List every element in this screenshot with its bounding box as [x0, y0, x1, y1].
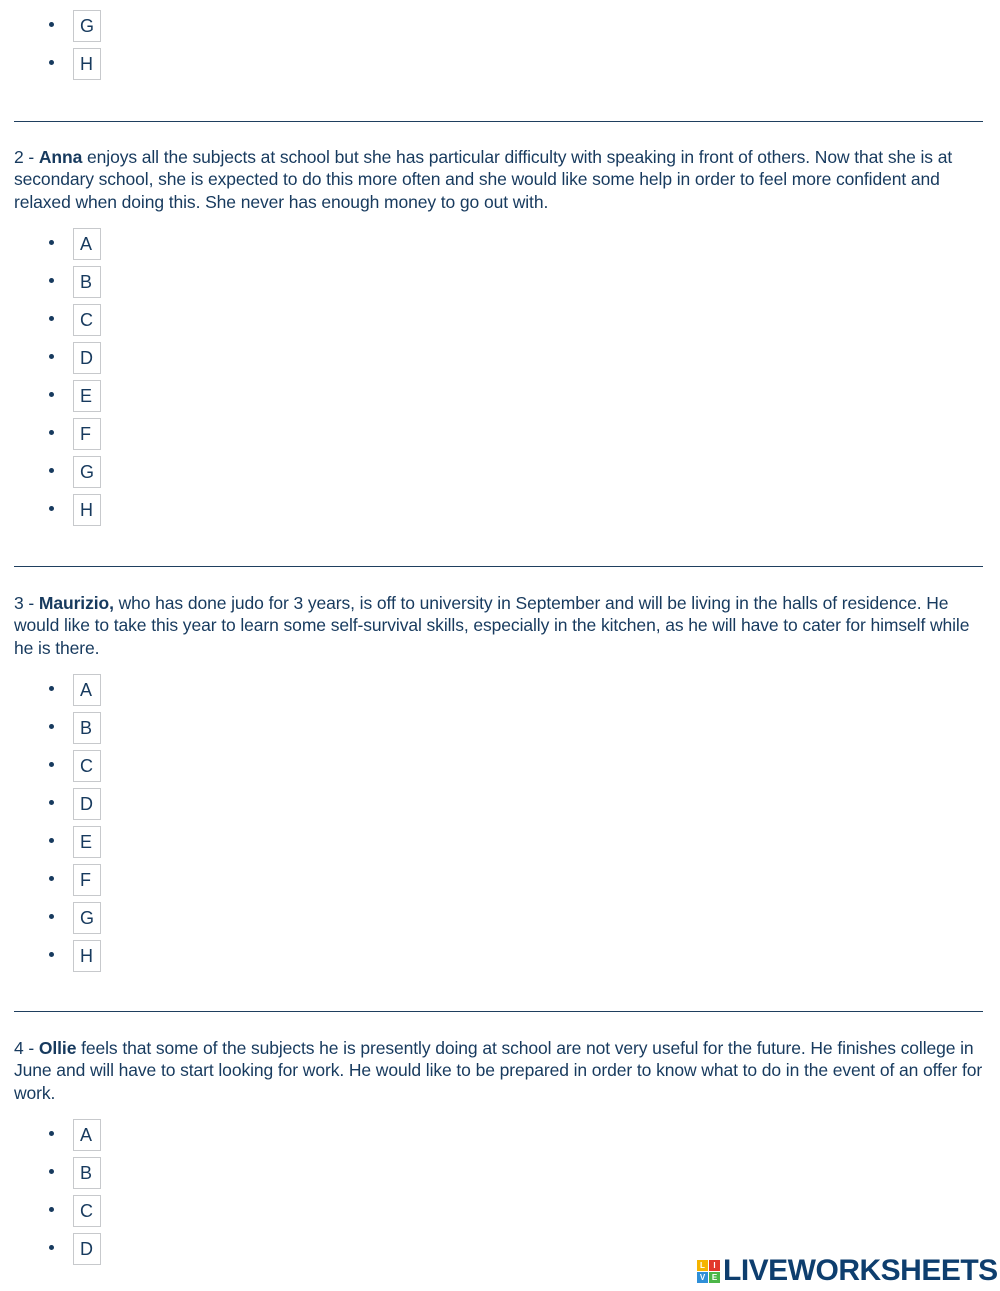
question-number: 2 - [14, 147, 35, 167]
option-box-d[interactable]: D [73, 342, 101, 374]
option-box-h[interactable]: H [73, 48, 101, 80]
list-item [0, 44, 120, 82]
logo-cell: I [709, 1260, 720, 1271]
list-item [0, 670, 120, 708]
option-box-f[interactable]: F [73, 864, 101, 896]
bullet [49, 800, 54, 805]
question-4 [14, 1037, 984, 1104]
option-box-a[interactable]: A [73, 1119, 101, 1151]
divider [14, 121, 983, 122]
option-box-f[interactable]: F [73, 418, 101, 450]
bullet [49, 468, 54, 473]
bullet [49, 914, 54, 919]
question-name: Maurizio, [38, 593, 114, 613]
list-item [0, 262, 120, 300]
list-item [0, 898, 120, 936]
question-2 [14, 146, 984, 213]
bullet [49, 724, 54, 729]
list-item [0, 1153, 120, 1191]
bullet [49, 430, 54, 435]
option-box-b[interactable]: B [73, 1157, 101, 1189]
bullet [49, 1131, 54, 1136]
bullet [49, 354, 54, 359]
logo-grid-icon [697, 1260, 720, 1283]
list-item [0, 784, 120, 822]
bullet [49, 316, 54, 321]
option-box-c[interactable]: C [73, 304, 101, 336]
list-item [0, 452, 120, 490]
option-box-e[interactable]: E [73, 826, 101, 858]
bullet [49, 1169, 54, 1174]
bullet [49, 22, 54, 27]
option-box-a[interactable]: A [73, 228, 101, 260]
question-text: feels that some of the subjects he is presently doing at school are not very useful for the future. He finishes college in June and will have to start looking for work. He would like to be prepared in order to know what to do in the event of an offer for work. [14, 1038, 983, 1103]
option-box-b[interactable]: B [73, 266, 101, 298]
list-item [0, 490, 120, 528]
list-item [0, 300, 120, 338]
bullet [49, 60, 54, 65]
option-box-c[interactable]: C [73, 1195, 101, 1227]
logo-cell: L [697, 1260, 708, 1271]
question-number: 4 - [14, 1038, 35, 1058]
option-box-g[interactable]: G [73, 456, 101, 488]
list-item [0, 1191, 120, 1229]
bullet [49, 1207, 54, 1212]
list-item [0, 414, 120, 452]
question-name: Anna [38, 147, 83, 167]
option-box-b[interactable]: B [73, 712, 101, 744]
list-item [0, 936, 120, 974]
option-box-h[interactable]: H [73, 494, 101, 526]
bullet [49, 762, 54, 767]
question-name: Ollie [38, 1038, 77, 1058]
bullet [49, 506, 54, 511]
list-item [0, 1115, 120, 1153]
logo-cell: V [697, 1272, 708, 1283]
bullet [49, 952, 54, 957]
list-item [0, 6, 120, 44]
list-item [0, 224, 120, 262]
list-item [0, 376, 120, 414]
list-item [0, 860, 120, 898]
divider [14, 566, 983, 567]
list-item [0, 746, 120, 784]
option-box-g[interactable]: G [73, 10, 101, 42]
liveworksheets-logo [697, 1256, 998, 1286]
list-item [0, 708, 120, 746]
option-box-e[interactable]: E [73, 380, 101, 412]
bullet [49, 278, 54, 283]
bullet [49, 392, 54, 397]
bullet [49, 876, 54, 881]
bullet [49, 838, 54, 843]
question-number: 3 - [14, 593, 35, 613]
option-box-a[interactable]: A [73, 674, 101, 706]
option-box-d[interactable]: D [73, 1233, 101, 1265]
bullet [49, 240, 54, 245]
option-box-g[interactable]: G [73, 902, 101, 934]
list-item [0, 338, 120, 376]
question-text: enjoys all the subjects at school but she has particular difficulty with speaking in front of others. Now that she is at secondary school, she is expected to do this more often and she would like some help in order to feel more confident and relaxed when doing this. She never has enough money to go out with. [14, 147, 953, 212]
bullet [49, 1245, 54, 1250]
logo-cell: E [709, 1272, 720, 1283]
option-box-d[interactable]: D [73, 788, 101, 820]
option-box-h[interactable]: H [73, 940, 101, 972]
list-item [0, 1229, 120, 1267]
logo-text: LIVEWORKSHEETS [723, 1254, 998, 1287]
question-text: who has done judo for 3 years, is off to university in September and will be living in the halls of residence. He would like to take this year to learn some self-survival skills, especially in the kitchen, as he will have to cater for himself while he is there. [14, 593, 970, 658]
divider [14, 1011, 983, 1012]
list-item [0, 822, 120, 860]
option-box-c[interactable]: C [73, 750, 101, 782]
question-3 [14, 592, 984, 659]
bullet [49, 686, 54, 691]
